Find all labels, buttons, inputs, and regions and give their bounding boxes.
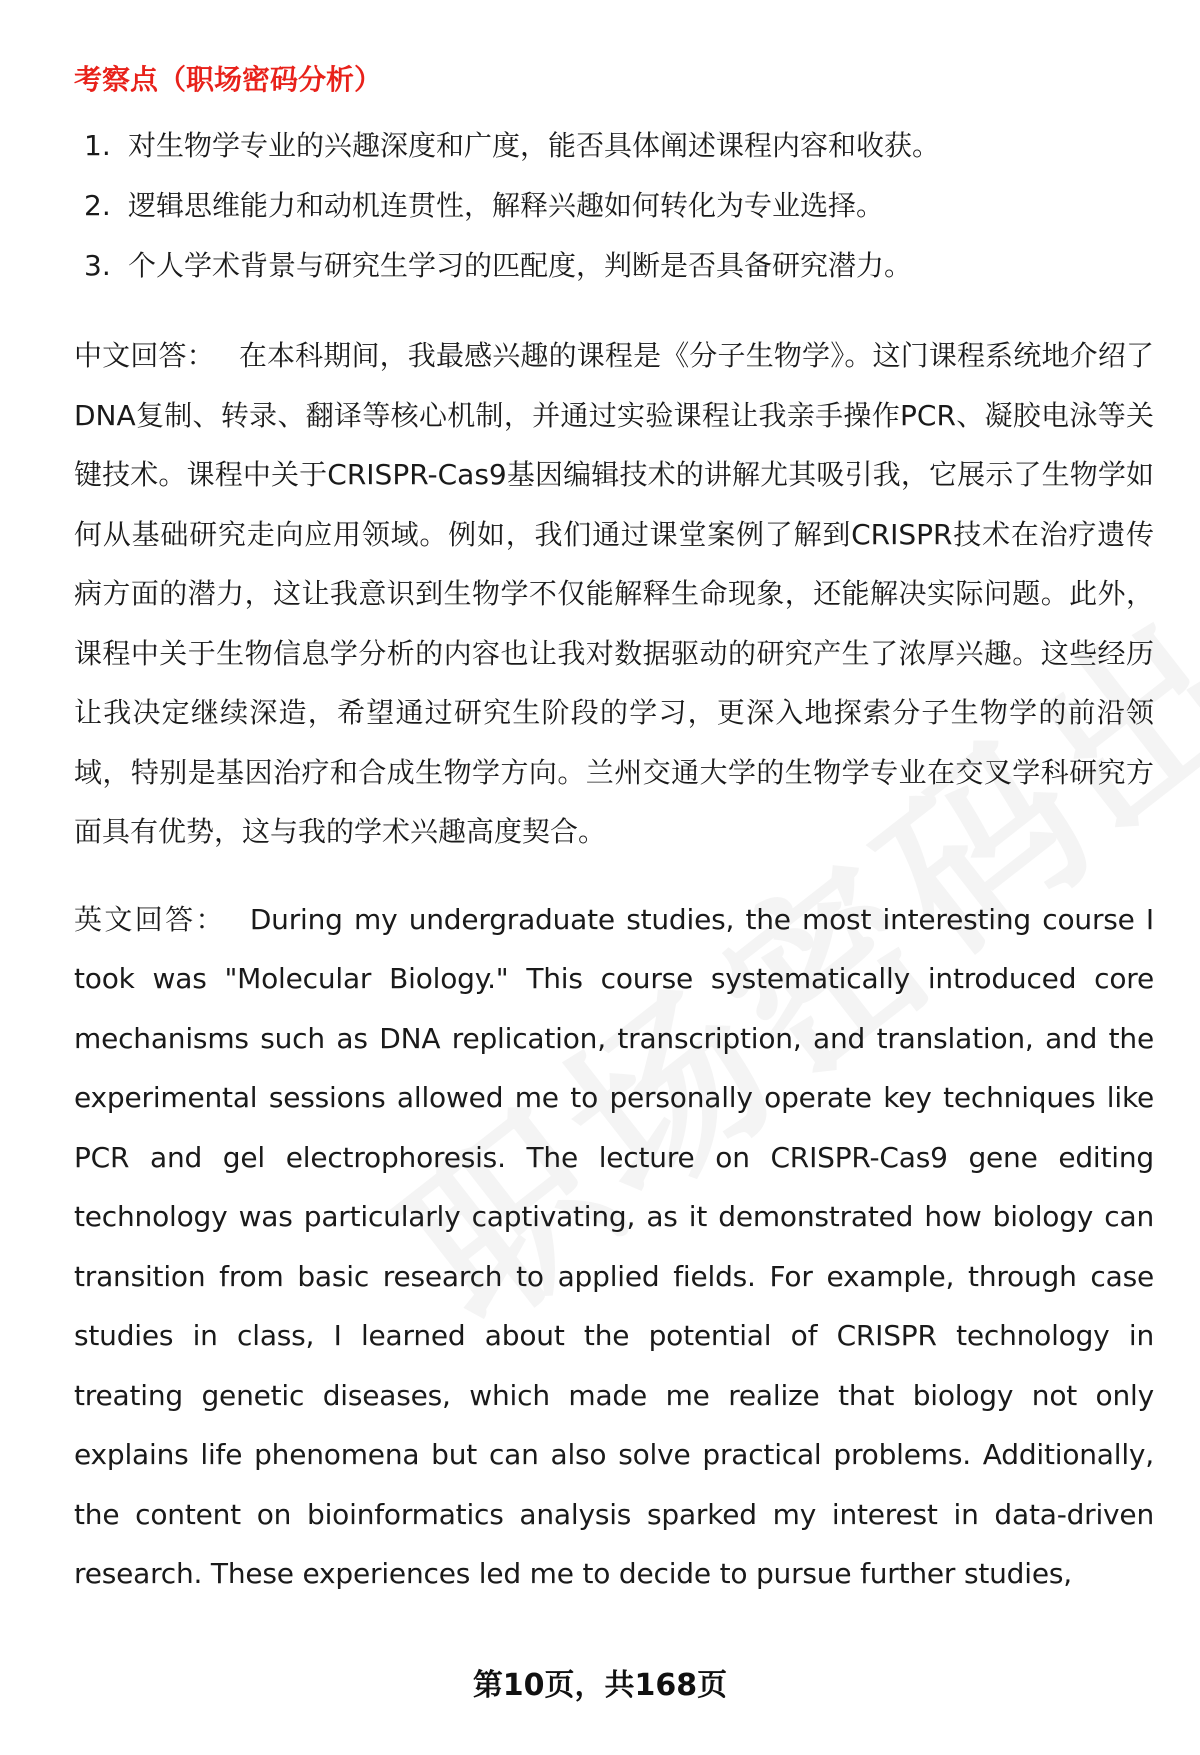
list-item-number: 2. bbox=[84, 189, 111, 222]
chinese-answer-paragraph bbox=[74, 326, 1154, 862]
english-answer-paragraph bbox=[74, 890, 1154, 1604]
document-body bbox=[74, 56, 1154, 1604]
section-title: 考察点（职场密码分析） bbox=[74, 63, 383, 96]
list-item-text: 个人学术背景与研究生学习的匹配度，判断是否具备研究潜力。 bbox=[128, 249, 913, 282]
chinese-answer-text: 在本科期间，我最感兴趣的课程是《分子生物学》。这门课程系统地介绍了DNA复制、转录、翻译等核心机制，并通过实验课程让我亲手操作PCR、凝胶电泳等关键技术。课程中关于CRISPR-Cas9基因编辑技术的讲解尤其吸引我，它展示了生物学如何从基础研究走向应用领域。例如，我们通过课堂案例了解到CRISPR技术在治疗遗传病方面的潜力，这让我意识到生物学不仅能解释生命现象，还能解决实际问题。此外，课程中关于生物信息学分析的内容也让我对数据驱动的研究产生了浓厚兴趣。这些经历让我决定继续深造，希望通过研究生阶段的学习，更深入地探索分子生物学的前沿领域，特别是基因治疗和合成生物学方向。兰州交通大学的生物学专业在交叉学科研究方面具有优势，这与我的学术兴趣高度契合。 bbox=[74, 339, 1154, 848]
english-answer-label: 英文回答： bbox=[74, 902, 226, 936]
list-item-text: 对生物学专业的兴趣深度和广度，能否具体阐述课程内容和收获。 bbox=[128, 129, 941, 162]
list-item-number: 3. bbox=[84, 249, 111, 282]
assessment-points-list bbox=[74, 116, 1154, 296]
list-item-number: 1. bbox=[84, 129, 111, 162]
chinese-answer-label: 中文回答： bbox=[74, 339, 215, 372]
list-item bbox=[84, 176, 1154, 236]
list-item bbox=[84, 116, 1154, 176]
page-number-footer: 第10页，共168页 bbox=[472, 1668, 728, 1703]
english-answer-text: During my undergraduate studies, the most interesting course I took was "Molecular Biology." This course systematically introduced core mechanisms such as DNA replication, transcription, and translation, and the experimental sessions allowed me to personally operate key techniques like PCR and gel electrophoresis. The lecture on CRISPR-Cas9 gene editing technology was particularly captivating, as it demonstrated how biology can transition from basic research to applied fields. For example, through case studies in class, I learned about the potential of CRISPR technology in treating genetic diseases, which made me realize that biology not only explains life phenomena but can also solve practical problems. Additionally, the content on bioinformatics analysis sparked my interest in data-driven research. These experiences led me to decide to pursue further studies, bbox=[74, 902, 1154, 1590]
list-item bbox=[84, 236, 1154, 296]
list-item-text: 逻辑思维能力和动机连贯性，解释兴趣如何转化为专业选择。 bbox=[128, 189, 885, 222]
